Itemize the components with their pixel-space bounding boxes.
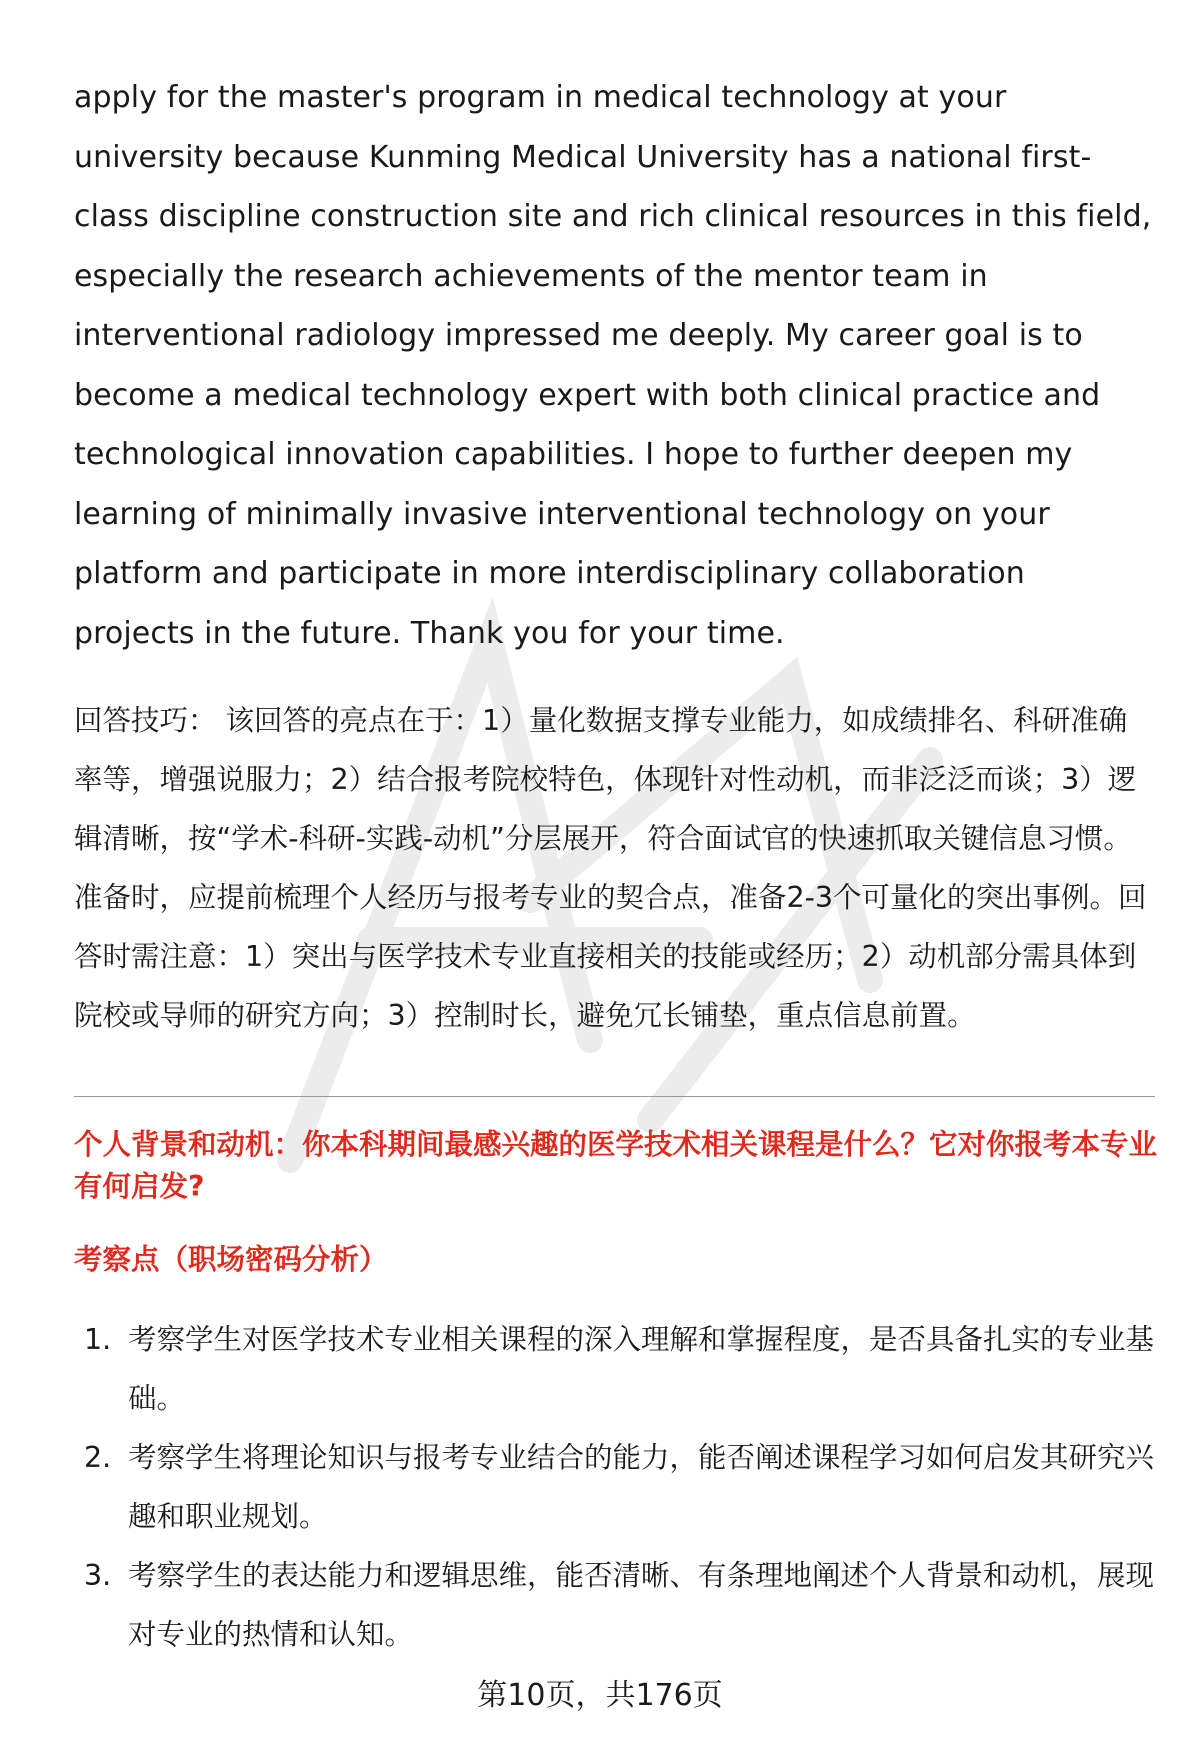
assessment-points-list: [74, 1310, 1154, 1664]
list-item: [74, 1428, 1154, 1546]
question-heading: 个人背景和动机：你本科期间最感兴趣的医学技术相关课程是什么？它对你报考本专业有何启发?: [74, 1128, 1158, 1203]
answer-tips-paragraph: 回答技巧： 该回答的亮点在于：1）量化数据支撑专业能力，如成绩排名、科研准确率等，增强说服力；2）结合报考院校特色，体现针对性动机，而非泛泛而谈；3）逻辑清晰，按“学术-科研-实践-动机”分层展开，符合面试官的快速抓取关键信息习惯。准备时，应提前梳理个人经历与报考专业的契合点，准备2-3个可量化的突出事例。回答时需注意：1）突出与医学技术专业直接相关的技能或经历；2）动机部分需具体到院校或导师的研究方向；3）控制时长，避免冗长铺垫，重点信息前置。: [74, 704, 1147, 1032]
page-number-footer: 第10页，共176页: [477, 1678, 723, 1713]
list-item-text: 考察学生将理论知识与报考专业结合的能力，能否阐述课程学习如何启发其研究兴趣和职业规划。: [128, 1441, 1155, 1533]
list-item-number: 2.: [84, 1441, 112, 1474]
page-content: [74, 68, 1154, 1045]
list-item-text: 考察学生对医学技术专业相关课程的深入理解和掌握程度，是否具备扎实的专业基础。: [128, 1323, 1155, 1415]
list-item: [74, 1310, 1154, 1428]
list-item: [74, 1546, 1154, 1664]
list-item-number: 3.: [84, 1559, 112, 1592]
assessment-points-title: 考察点（职场密码分析）: [74, 1243, 388, 1276]
section-divider: [74, 1096, 1155, 1097]
list-item-number: 1.: [84, 1323, 112, 1356]
answer-english-paragraph: apply for the master's program in medical technology at your university because Kunming Medical University has a national first-class discipline construction site and rich clinical resources in this field, especially the research achievements of the mentor team in interventional radiology impressed me deeply. My career goal is to become a medical technology expert with both clinical practice and technological innovation capabilities. I hope to further deepen my learning of minimally invasive interventional technology on your platform and participate in more interdisciplinary collaboration projects in the future. Thank you for your time.: [74, 80, 1152, 651]
list-item-text: 考察学生的表达能力和逻辑思维，能否清晰、有条理地阐述个人背景和动机，展现对专业的热情和认知。: [128, 1559, 1155, 1651]
